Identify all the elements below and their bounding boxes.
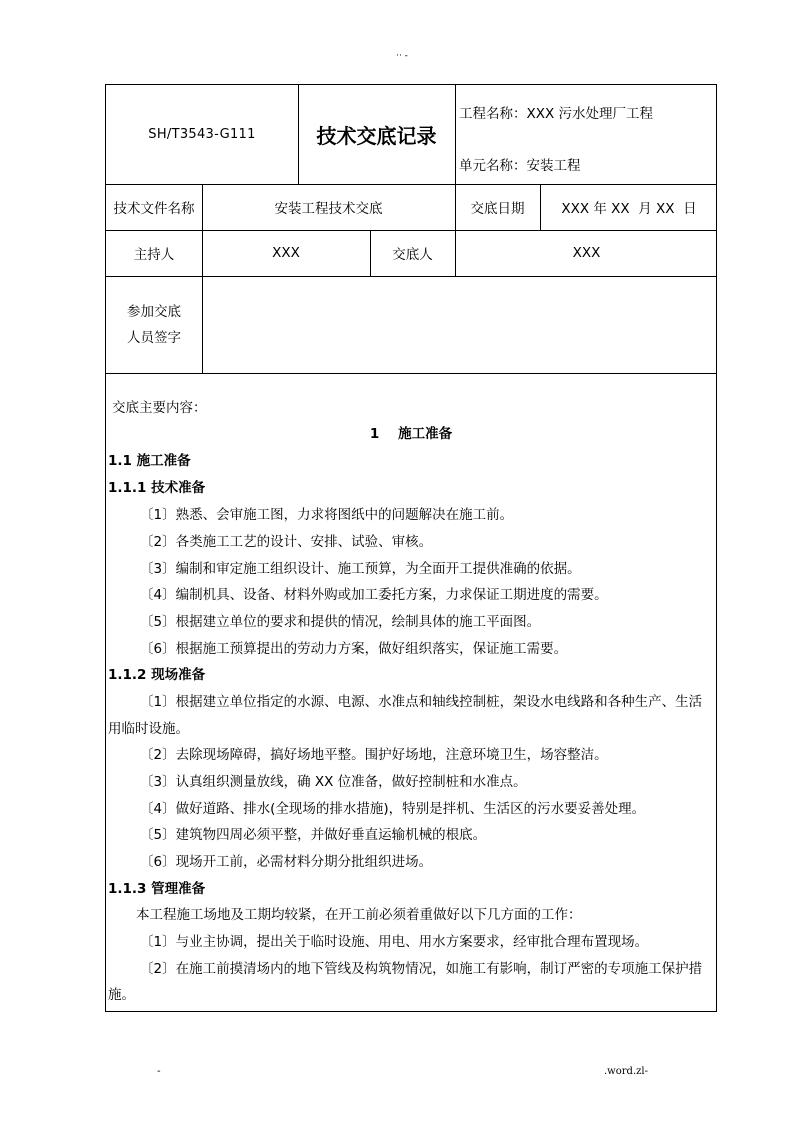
- mgmt-item: 〔2〕在施工前摸清场内的地下管线及构筑物情况，如施工有影响，制订严密的专项施工保护措: [140, 961, 703, 977]
- site-item: 〔1〕根据建立单位指定的水源、电源、水准点和轴线控制桩，架设水电线路和各种生产、生活: [140, 694, 703, 710]
- presenter-label: 交底人: [392, 247, 433, 263]
- project-name: 工程名称：XXX 污水处理厂工程: [459, 106, 654, 122]
- doc-name-label: 技术文件名称: [113, 201, 195, 217]
- tech-item: 〔1〕熟悉、会审施工图，力求将图纸中的问题解决在施工前。: [140, 507, 514, 523]
- tech-item: 〔2〕各类施工工艺的设计、安排、试验、审核。: [140, 534, 433, 550]
- doc-name-value: 安装工程技术交底: [274, 201, 383, 217]
- site-item: 〔4〕做好道路、排水(全现场的排水措施)，特别是拌机、生活区的污水要妥善处理。: [140, 801, 646, 817]
- host-label: 主持人: [133, 247, 175, 263]
- unit-name: 单元名称：安装工程: [459, 158, 581, 174]
- heading-1-1-3: 1.1.3 管理准备: [108, 881, 206, 897]
- site-item: 〔3〕认真组织测量放线，确 XX 位准备，做好控制桩和水准点。: [140, 774, 527, 790]
- footer-source: .word.zl-: [604, 1066, 648, 1077]
- host-value: XXX: [272, 245, 300, 261]
- row-divider: [106, 373, 716, 374]
- content-intro: 交底主要内容：: [112, 400, 207, 416]
- participants-label-line2: 人员签字: [127, 329, 181, 346]
- form-title: 技术交底记录: [316, 124, 437, 148]
- site-item: 〔2〕去除现场障碍，搞好场地平整。围护好场地，注意环境卫生，场容整洁。: [140, 747, 608, 763]
- heading-1-1: 1.1 施工准备: [108, 453, 191, 469]
- heading-1-1-2: 1.1.2 现场准备: [108, 667, 206, 683]
- tech-item: 〔3〕编制和审定施工组织设计、施工预算，为全面开工提供准确的依据。: [140, 561, 581, 577]
- participants-label: [106, 276, 202, 373]
- tech-item: 〔4〕编制机具、设备、材料外购或加工委托方案，力求保证工期进度的需要。: [140, 587, 608, 603]
- site-item-continuation: 用临时设施。: [108, 721, 189, 737]
- presenter-value: XXX: [572, 245, 601, 261]
- form-code: SH/T3543-G111: [148, 127, 256, 142]
- tech-item: 〔5〕根据建立单位的要求和提供的情况，绘制具体的施工平面图。: [140, 614, 541, 630]
- footer-left-mark: -: [157, 1066, 161, 1077]
- date-value: XXX 年 XX 月 XX 日: [561, 201, 697, 217]
- page-header-mark: ·· -: [396, 51, 408, 61]
- heading-1-1-1: 1.1.1 技术准备: [108, 480, 206, 496]
- tech-item: 〔6〕根据施工预算提出的劳动力方案，做好组织落实，保证施工需要。: [140, 641, 568, 657]
- mgmt-item: 〔1〕与业主协调，提出关于临时设施、用电、用水方案要求，经审批合理布置现场。: [140, 934, 649, 950]
- mgmt-intro: 本工程施工场地及工期均较紧，在开工前必须着重做好以下几方面的工作：: [136, 907, 582, 923]
- participants-signature-area: [202, 276, 718, 373]
- section-heading: 1 施工准备: [369, 426, 453, 442]
- site-item: 〔5〕建筑物四周必须平整，并做好垂直运输机械的根底。: [140, 827, 487, 843]
- date-label: 交底日期: [470, 201, 525, 217]
- site-item: 〔6〕现场开工前，必需材料分期分批组织进场。: [140, 854, 433, 870]
- mgmt-item-continuation: 施。: [108, 987, 135, 1003]
- participants-label-line1: 参加交底: [127, 303, 181, 320]
- technical-briefing-form: [105, 84, 717, 1012]
